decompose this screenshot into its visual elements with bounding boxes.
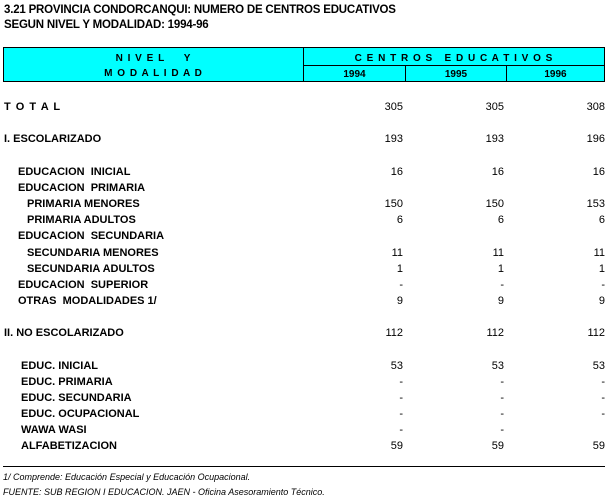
row-label: T O T A L — [4, 101, 62, 113]
row-label: I. ESCOLARIZADO — [4, 133, 102, 145]
cell-1994: 150 — [384, 198, 403, 210]
row-label: PRIMARIA MENORES — [27, 198, 140, 210]
cell-1995: - — [500, 279, 504, 291]
cell-1995: - — [500, 424, 504, 436]
cell-1994: - — [399, 408, 403, 420]
row-label: EDUCACION PRIMARIA — [18, 182, 146, 194]
cell-1994: 1 — [396, 263, 403, 275]
row-label: ALFABETIZACION — [21, 440, 117, 452]
table-row — [0, 101, 607, 116]
cell-1996: 59 — [592, 440, 605, 452]
row-label: EDUC. OCUPACIONAL — [21, 408, 140, 420]
table-row — [0, 424, 607, 439]
row-label: WAWA WASI — [21, 424, 87, 436]
cell-1995: - — [500, 376, 504, 388]
cell-1995: 112 — [486, 327, 504, 339]
table-row — [0, 295, 607, 310]
cell-1996: 16 — [592, 166, 605, 178]
header-centros-educativos: C E N T R O S E D U C A T I V O S — [354, 53, 554, 64]
cell-1994: - — [399, 424, 403, 436]
cell-1996: - — [601, 392, 605, 404]
row-label: EDUC. INICIAL — [21, 360, 98, 372]
table-row — [0, 166, 607, 181]
cell-1996: 112 — [587, 327, 605, 339]
table-row — [0, 392, 607, 407]
cell-1996: - — [601, 408, 605, 420]
cell-1994: 9 — [396, 295, 403, 307]
table-row — [0, 376, 607, 391]
cell-1995: 6 — [497, 214, 504, 226]
cell-1994: 16 — [390, 166, 403, 178]
cell-1995: 59 — [491, 440, 504, 452]
cell-1994: 6 — [396, 214, 403, 226]
cell-1994: 53 — [390, 360, 403, 372]
row-label: II. NO ESCOLARIZADO — [4, 327, 124, 339]
cell-1996: - — [601, 376, 605, 388]
header-year-1995: 1995 — [444, 69, 468, 80]
cell-1996: 11 — [593, 247, 605, 259]
header-nivel: N I V E L Y — [115, 53, 192, 64]
bottom-rule — [3, 466, 605, 467]
table-header — [3, 47, 605, 82]
header-year-1994: 1994 — [343, 69, 366, 80]
table-row — [0, 360, 607, 375]
row-label: OTRAS MODALIDADES 1/ — [18, 295, 157, 307]
footnote: 1/ Comprende: Educación Especial y Educación Ocupacional. — [3, 472, 251, 482]
row-label: EDUCACION SECUNDARIA — [18, 230, 165, 242]
cell-1996: 9 — [598, 295, 605, 307]
cell-1995: 9 — [497, 295, 504, 307]
cell-1994: 11 — [391, 247, 403, 259]
header-year-1996: 1996 — [544, 69, 567, 80]
cell-1994: - — [399, 279, 403, 291]
table-row — [0, 230, 607, 245]
cell-1994: 59 — [390, 440, 403, 452]
cell-1995: 1 — [497, 263, 504, 275]
cell-1995: 150 — [485, 198, 504, 210]
row-label: PRIMARIA ADULTOS — [27, 214, 136, 226]
cell-1994: - — [399, 376, 403, 388]
cell-1995: - — [500, 408, 504, 420]
table-row — [0, 408, 607, 423]
cell-1995: 16 — [491, 166, 504, 178]
table-row — [0, 327, 607, 342]
cell-1994: - — [399, 392, 403, 404]
cell-1996: 53 — [592, 360, 605, 372]
header-modalidad: M O D A L I D A D — [104, 68, 203, 79]
table-subtitle: SEGUN NIVEL Y MODALIDAD: 1994-96 — [4, 19, 209, 31]
row-label: SECUNDARIA MENORES — [27, 247, 159, 259]
cell-1994: 305 — [384, 101, 403, 113]
cell-1995: 53 — [491, 360, 504, 372]
table-row — [0, 133, 607, 148]
table-row — [0, 182, 607, 197]
cell-1995: - — [500, 392, 504, 404]
cell-1995: 193 — [485, 133, 504, 145]
cell-1995: 305 — [485, 101, 504, 113]
row-label: EDUC. PRIMARIA — [21, 376, 113, 388]
table-row — [0, 440, 607, 455]
source-note: FUENTE: SUB REGION I EDUCACION. JAEN - Oficina Asesoramiento Técnico. — [3, 487, 325, 497]
table-row — [0, 263, 607, 278]
cell-1994: 193 — [384, 133, 403, 145]
cell-1994: 112 — [385, 327, 403, 339]
cell-1996: 153 — [586, 198, 605, 210]
table-row — [0, 214, 607, 229]
cell-1996: 196 — [586, 133, 605, 145]
cell-1996: - — [601, 279, 605, 291]
row-label: EDUCACION SUPERIOR — [18, 279, 149, 291]
cell-1995: 11 — [492, 247, 504, 259]
cell-1996: 308 — [586, 101, 605, 113]
table-row — [0, 247, 607, 262]
row-label: SECUNDARIA ADULTOS — [27, 263, 155, 275]
table-row — [0, 279, 607, 294]
row-label: EDUC. SECUNDARIA — [21, 392, 132, 404]
table-title: 3.21 PROVINCIA CONDORCANQUI: NUMERO DE CENTROS EDUCATIVOS — [4, 4, 396, 16]
cell-1996: 6 — [598, 214, 605, 226]
table-row — [0, 198, 607, 213]
cell-1996: 1 — [598, 263, 605, 275]
row-label: EDUCACION INICIAL — [18, 166, 131, 178]
